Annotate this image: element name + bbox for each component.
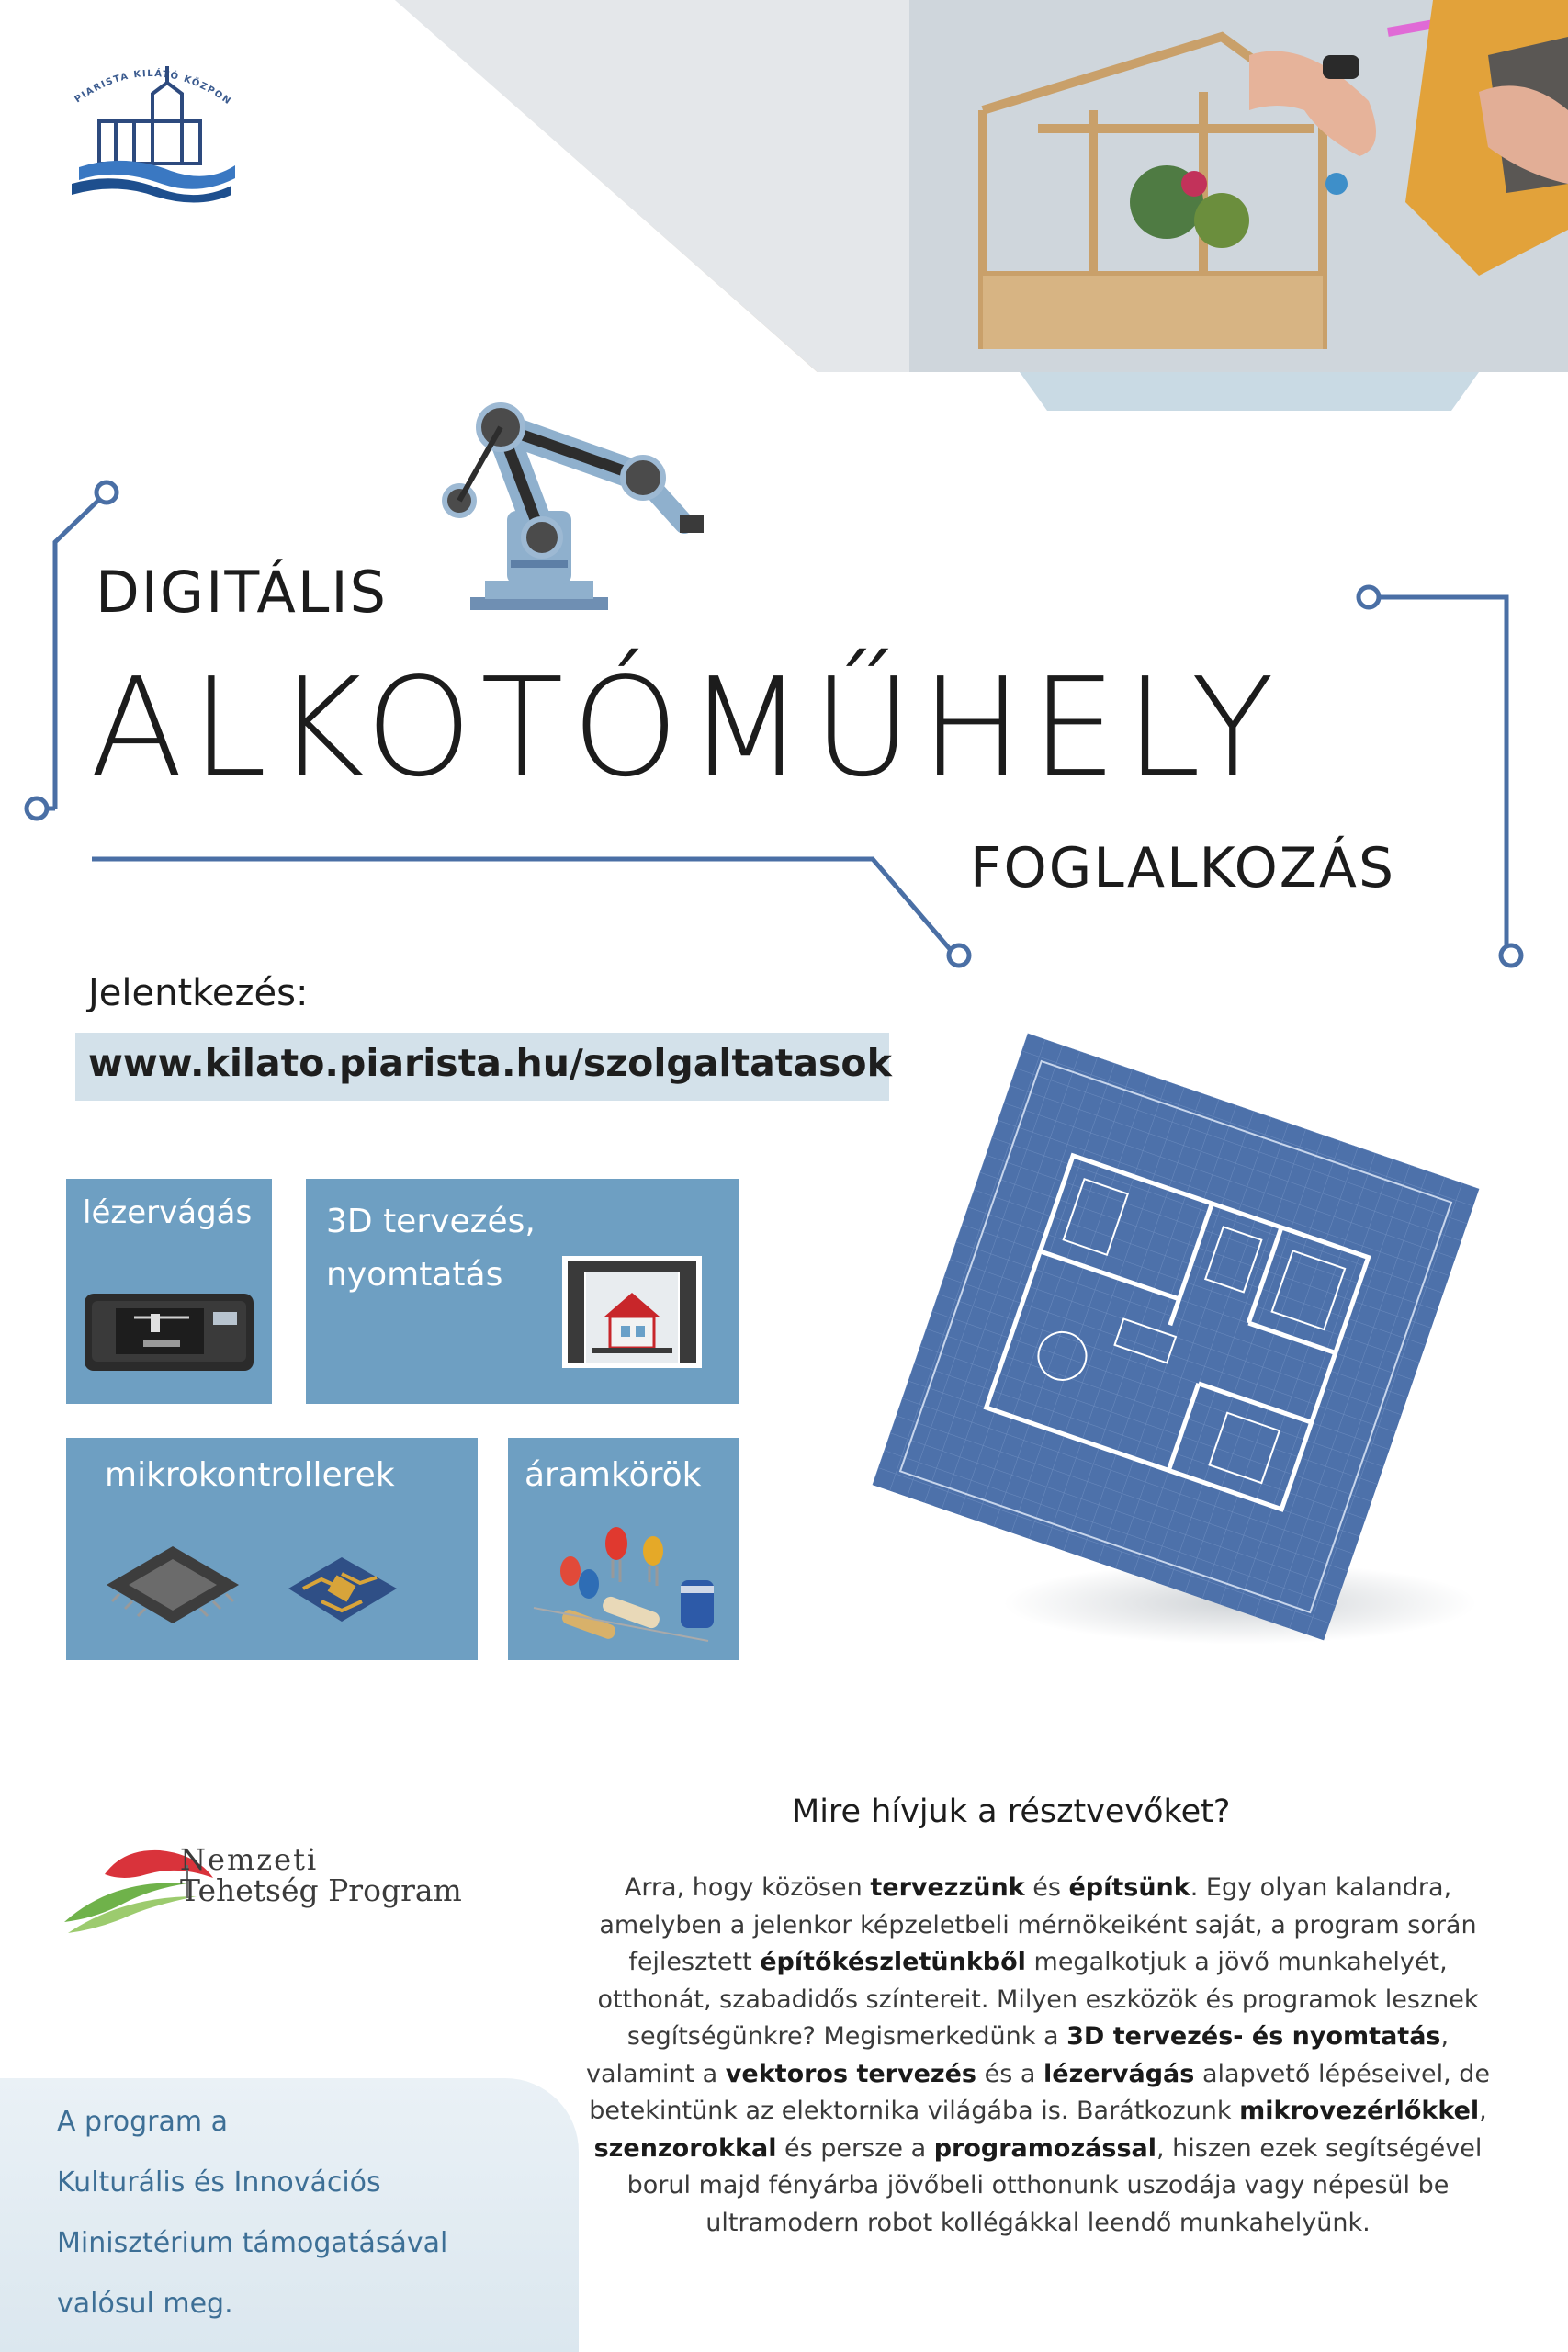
laser-cutter-icon — [79, 1284, 259, 1380]
tile-3d-label-line2: nyomtatás — [326, 1256, 503, 1294]
description-bold-term: építőkészletünkből — [760, 1948, 1026, 1976]
tile-micro-label: mikrokontrollerek — [105, 1456, 395, 1494]
description-text: megalkotjuk a jövő munkahelyét, otthonát, szabadidős színtereit. Milyen eszközök és programok lesznek segítségünkre? Megismerkedünk a — [597, 1948, 1479, 2051]
signup-label: Jelentkezés: — [88, 972, 309, 1014]
description-text: alapvető lépéseivel, de betekintünk az elektornika világába is. Barátkozunk — [589, 2059, 1490, 2125]
tile-laser-label: lézervágás — [83, 1194, 253, 1231]
description-text: és persze a — [776, 2133, 934, 2163]
microchip-icons — [101, 1537, 450, 1638]
support-line-3: Minisztérium támogatásával — [57, 2227, 448, 2259]
description-text: , — [1479, 2097, 1487, 2125]
description-bold-term: 3D tervezés- és nyomtatás — [1066, 2022, 1441, 2051]
description-bold-term: építsünk — [1068, 1873, 1190, 1902]
description-bold-term: mikrovezérlőkkel — [1239, 2097, 1480, 2125]
description-text: és — [1024, 1873, 1069, 1902]
description-bold-term: tervezzünk — [870, 1873, 1025, 1902]
microchip-icon — [107, 1546, 239, 1623]
electronic-components-icon — [525, 1516, 727, 1645]
support-line-2: Kulturális és Innovációs — [57, 2166, 381, 2199]
title-main: ALKOTÓMŰHELY — [90, 649, 1283, 807]
tile-laser-cutting — [66, 1179, 272, 1404]
3d-printer-icon — [558, 1252, 705, 1372]
description-bold-term: lézervágás — [1043, 2059, 1195, 2088]
tile-3d-design — [306, 1179, 739, 1404]
description-bold-term: programozással — [933, 2133, 1157, 2163]
support-line-1: A program a — [57, 2106, 229, 2138]
title-line-digitalis: DIGITÁLIS — [96, 559, 389, 626]
description-text: Arra, hogy közösen — [624, 1873, 871, 1902]
support-line-4: valósul meg. — [57, 2288, 233, 2320]
ntp-name-line1: Nemzeti — [180, 1842, 319, 1877]
ntp-name-line2: Tehetség Program — [180, 1872, 462, 1908]
title-line-foglalkozas: FOGLALKOZÁS — [970, 836, 1396, 900]
question-heading: Mire hívjuk a résztvevőket? — [792, 1793, 1231, 1830]
signup-url-link[interactable]: www.kilato.piarista.hu/szolgaltatasok — [88, 1041, 892, 1085]
logo-arc-text: PIARISTA KILÁTÓ KÖZPON — [73, 68, 233, 107]
support-note-panel — [0, 2078, 579, 2352]
tile-3d-label-line1: 3D tervezés, — [326, 1203, 536, 1240]
tile-microcontrollers — [66, 1438, 478, 1660]
description-bold-term: vektoros tervezés — [725, 2059, 977, 2088]
tile-circuits — [508, 1438, 739, 1660]
robot-arm-icon — [445, 405, 704, 610]
description-bold-term: szenzorokkal — [593, 2133, 777, 2163]
description-text: . Egy olyan kalandra, amelyben a jelenkor képzeletbeli mérnökeiként saját, a program során fejlesztett — [599, 1873, 1477, 1976]
description-text: , valamint a — [586, 2022, 1450, 2088]
circuit-board-icon — [288, 1557, 397, 1622]
blueprint-illustration — [873, 1034, 1480, 1641]
description-paragraph — [570, 1870, 1506, 2242]
tile-circuits-label: áramkörök — [525, 1456, 702, 1494]
description-text: és a — [976, 2059, 1043, 2088]
description-text: , hiszen ezek segítségével borul majd fényárba jövőbeli otthonunk uszodája vagy népesül be ultramodern robot kollégákkal leendő munkahelyünk. — [626, 2133, 1483, 2237]
